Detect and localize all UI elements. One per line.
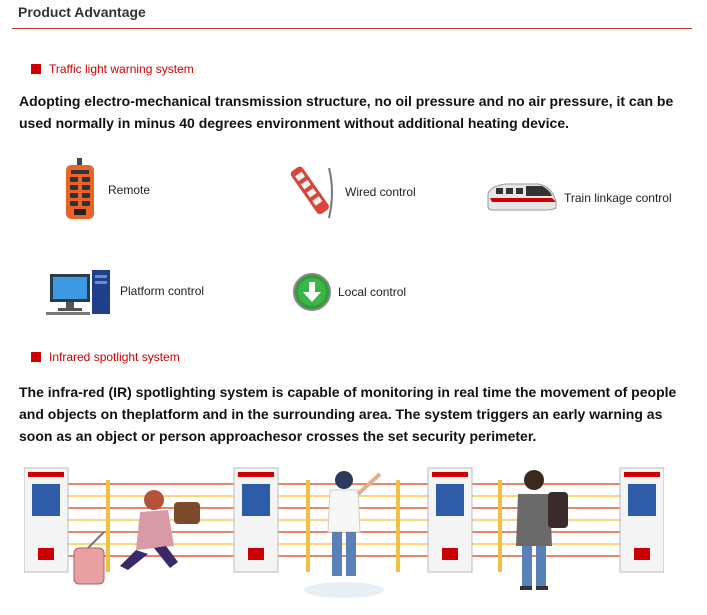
header-divider [12, 28, 692, 29]
infrared-illustration [24, 462, 664, 610]
feature-wired-control [283, 162, 416, 222]
feature-train-linkage-label: Train linkage control [564, 191, 672, 205]
wired-pendant-icon [283, 162, 339, 222]
sensor-column [428, 468, 472, 572]
feature-train-linkage [486, 180, 672, 216]
feature-remote [58, 158, 150, 222]
feature-remote-label: Remote [108, 183, 151, 197]
section-infrared-description: The infra-red (IR) spotlighting system is capable of monitoring in real time the movement of people and objects on theplatform and in the surrounding area. The system triggers an early warning as soon as an object or person approachesor crosses the set security perimeter. [19, 384, 677, 444]
page-title: Product Advantage [18, 4, 146, 20]
running-traveler [74, 490, 200, 584]
feature-wired-control-label: Wired control [345, 185, 416, 199]
remote-control-icon [58, 158, 102, 222]
section-traffic-light-description: Adopting electro-mechanical transmission structure, no oil pressure and no air pressure, it can be used normally in minus 40 degrees environment without additional heating device. [19, 93, 674, 131]
train-icon [486, 180, 558, 216]
red-square-bullet-icon [31, 352, 41, 362]
section-traffic-light [31, 62, 194, 76]
feature-platform-control-label: Platform control [120, 284, 205, 298]
pointing-man [328, 471, 380, 576]
down-arrow-circle-icon [292, 272, 332, 312]
section-infrared [31, 350, 180, 364]
red-square-bullet-icon [31, 64, 41, 74]
computer-icon [46, 266, 114, 316]
sensor-column [24, 468, 68, 572]
feature-local-control-label: Local control [338, 285, 407, 299]
section-traffic-light-title: Traffic light warning system [49, 62, 194, 76]
section-infrared-title: Infrared spotlight system [49, 350, 180, 364]
sensor-column [620, 468, 664, 572]
feature-platform-control [46, 266, 204, 316]
sensor-column [234, 468, 278, 572]
feature-local-control [292, 272, 406, 312]
